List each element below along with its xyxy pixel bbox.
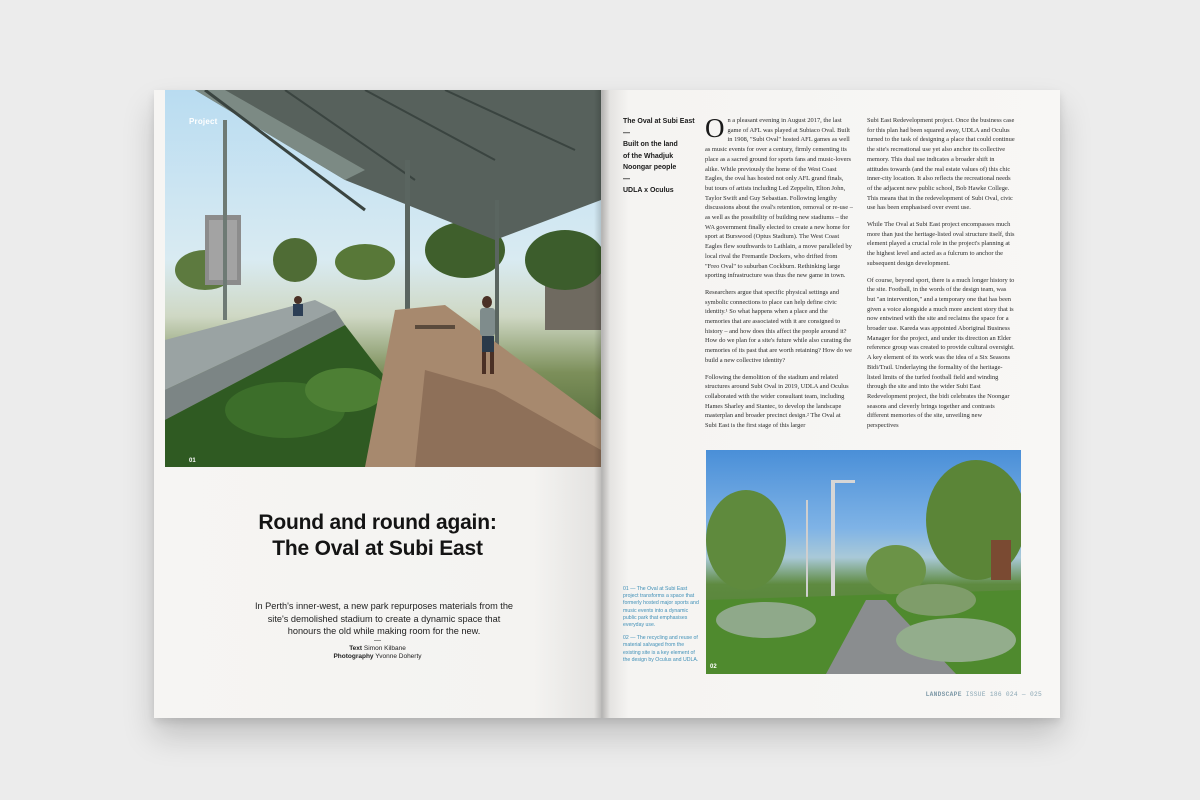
- text-credit: [154, 645, 601, 652]
- standfirst: In Perth's inner-west, a new park repurposes materials from the site's demolished stadium to create a dynamic space that honours the old while making room for the new.: [254, 601, 514, 636]
- photography-credit: [154, 653, 601, 660]
- title-line-2: The Oval at Subi East: [272, 537, 483, 560]
- drop-cap: O: [705, 113, 725, 143]
- sidebar-line: UDLA x Oculus: [623, 187, 674, 194]
- park-path-illustration: [706, 450, 1021, 674]
- photo-number: 02: [710, 664, 717, 670]
- sidebar-line: Built on the land: [623, 141, 678, 148]
- article-title: [154, 510, 601, 562]
- sidebar-line: of the Whadjuk: [623, 152, 674, 160]
- photo-captions: [623, 586, 699, 670]
- paragraph: While The Oval at Subi East project encompasses much more than just the heritage-listed oval structure itself, this element played a crucial role in the project's planning at the highest level and acted as a fulcrum to anchor the subsequent design development.: [867, 221, 1015, 267]
- credit-role: Photography: [333, 653, 374, 660]
- paragraph: Of course, beyond sport, there is a much longer history to the site. Football, in the words of the design team, was but "an intervention," and a temporary one that has been given a voice alongside a much more ancient story that is now entwined with the site and reclaims the space for a broader use. Kareda was appointed Aboriginal Business Manager for the project, and under its direction an Elder reference group was created to provide cultural oversight. A key element of its work was the idea of a Six Seasons Bidi/Trail. Underlaying the formality of the heritage-listed limits of the turfed football field and winding through the site and into the wider Subi East Redevelopment project, the bidi celebrates the Noongar seasons and cleverly brings together and contrasts different memories of the site, unveiling new perspectives: [867, 276, 1015, 430]
- title-line-1: Round and round again:: [258, 511, 497, 534]
- sidebar-line: —: [623, 129, 630, 137]
- magazine-name: LANDSCAPE: [925, 691, 962, 698]
- caption: 01 — The Oval at Subi East project transforms a space that formerly hosted major sports and music events into a dynamic public park that emphasises everyday use.: [623, 586, 699, 629]
- caption: 02 — The recycling and reuse of material salvaged from the existing site is a key element of the design by Oculus and UDLA.: [623, 635, 699, 663]
- body-column-1: [705, 113, 853, 438]
- paragraph: Researchers argue that specific physical settings and symbolic connections to place can help define civic identity.¹ So what happens when a place and the memories that are associated with it are consigned to history – and how does this affect the people around it? How do we plan for a site's future while also curating the memories of its past that are worth retaining? How do we build a new collective identity?: [705, 288, 852, 364]
- sidebar-line: —: [623, 175, 630, 183]
- park-grandstand-illustration: [165, 90, 601, 467]
- paragraph: Following the demolition of the stadium and related structures around Subi Oval in 2019, UDLA and Oculus collaborated with the wider consultant team, including Hames Sharley and Stantec, to develop the landscape masterplan and broader precinct design.² The Oval at Subi East is the first stage of this larger: [705, 373, 849, 430]
- byline-divider: —: [374, 637, 381, 644]
- credit-name: Simon Kilbane: [363, 645, 406, 652]
- issue-number: ISSUE 186: [965, 691, 1002, 698]
- sidebar-line: The Oval at Subi East: [623, 118, 695, 125]
- left-page: [154, 90, 601, 718]
- body-column-2: [867, 116, 1015, 438]
- folio: [926, 691, 1042, 698]
- section-label: Project: [189, 117, 218, 126]
- credit-role: Text: [349, 645, 363, 652]
- paragraph: n a pleasant evening in August 2017, the last game of AFL was played at Subiaco Oval. Built in 1908, "Subi Oval" hosted AFL games as well as music events for over a century, firmly cementing its place as a sacred ground for sports fans and music-lovers alike. While previously the home of the West Coast Eagles, the oval has hosted not only AFL grand finals, but tours of artists including Led Zeppelin, Elton John, Taylor Swift and Guy Sebastian. Following lengthy discussions about the oval's retention, removal or re-use – as well as the possibility of building new stadiums – the WA government finally elected to create a new home for sport at Burswood (Optus Stadium). The West Coast Eagles flew southwards to Lathlain, a move paralleled by local rival the Fremantle Dockers, who drifted from "Freo Oval" to suburban Cockburn. Rethinking large sporting infrastructure was thus the new game in town.: [705, 117, 853, 280]
- hero-photo: [165, 90, 601, 467]
- magazine-spread: [154, 90, 1060, 718]
- page-numbers: 024 — 025: [1005, 691, 1042, 698]
- paragraph: Subi East Redevelopment project. Once the business case for this plan had been squared away, UDLA and Oculus turned to the task of designing a place that could continue the site's recreational use yet also anchor its collective memory. This dual use indicates a broader shift in attitudes towards (and the real estate values of) this chic inner-city location. It also reflects the recreational needs of the adjacent new public school, Bob Hawke College. This means that in the redevelopment of Subi Oval, civic use has been emphasised over event use.: [867, 117, 1015, 212]
- sidebar-line: Noongar people: [623, 164, 677, 171]
- photo-number: 01: [189, 458, 196, 464]
- park-path-photo: [706, 450, 1021, 674]
- project-sidebar: [623, 116, 703, 197]
- right-page: [601, 90, 1060, 718]
- credit-name: Yvonne Doherty: [375, 653, 422, 660]
